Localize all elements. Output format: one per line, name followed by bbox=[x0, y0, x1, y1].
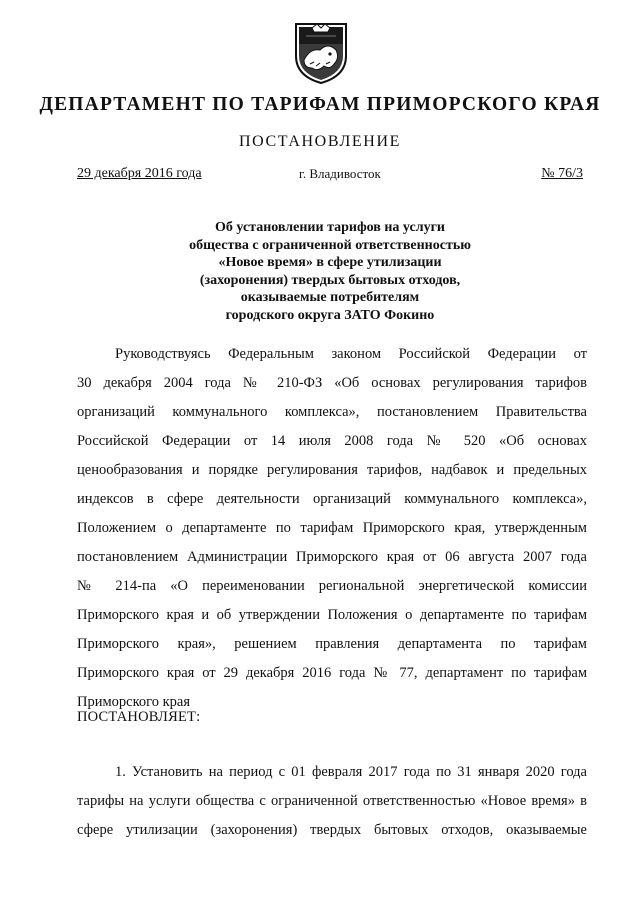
paragraph-line: организаций коммунального комплекса», постановлением Правительства bbox=[77, 404, 587, 420]
document-number: № 76/3 bbox=[541, 166, 583, 181]
title-line: Об установлении тарифов на услуги bbox=[214, 220, 445, 235]
paragraph-line: Руководствуясь Федеральным законом Российской Федерации от bbox=[115, 346, 587, 362]
paragraph-line: Приморского края bbox=[77, 694, 191, 710]
paragraph-line: постановлением Администрации Приморского края от 06 августа 2007 года bbox=[77, 549, 587, 565]
resolution-item-1 bbox=[77, 758, 587, 845]
paragraph-line: 30 декабря 2004 года № 210-ФЗ «Об основах регулирования тарифов bbox=[77, 375, 587, 391]
paragraph-line: Приморского края», решением правления департамента по тарифам bbox=[77, 636, 587, 652]
paragraph-line: № 214-па «О переименовании региональной энергетической комиссии bbox=[77, 578, 587, 594]
resolve-heading: ПОСТАНОВЛЯЕТ: bbox=[77, 709, 201, 725]
title-line: «Новое время» в сфере утилизации bbox=[218, 255, 442, 270]
title-line: оказываемые потребителям bbox=[240, 290, 420, 305]
paragraph-line: Приморского края от 29 декабря 2016 года № 77, департамент по тарифам bbox=[77, 665, 587, 681]
paragraph-line: Российской Федерации от 14 июля 2008 года № 520 «Об основах bbox=[77, 433, 587, 449]
paragraph-line: сфере утилизации (захоронения) твердых бытовых отходов, оказываемые bbox=[77, 822, 587, 838]
paragraph-line: Приморского края и об утверждении Положения о департаменте по тарифам bbox=[77, 607, 587, 623]
preamble-paragraph bbox=[77, 340, 587, 717]
title-line: (захоронения) твердых бытовых отходов, bbox=[199, 272, 461, 288]
title-line: общества с ограниченной ответственностью bbox=[189, 237, 471, 253]
title-line: городского округа ЗАТО Фокино bbox=[225, 307, 435, 323]
document-city: г. Владивосток bbox=[299, 166, 381, 181]
paragraph-line: тарифы на услуги общества с ограниченной ответственностью «Новое время» в bbox=[77, 793, 587, 809]
paragraph-line: ценообразования и порядке регулирования тарифов, надбавок и предельных bbox=[77, 462, 587, 478]
paragraph-line: индексов в сфере деятельности организаций коммунального комплекса», bbox=[77, 491, 587, 507]
document-date: 29 декабря 2016 года bbox=[77, 166, 202, 181]
coat-of-arms-icon bbox=[290, 20, 352, 86]
document-title bbox=[120, 219, 540, 324]
document-type-heading: ПОСТАНОВЛЕНИЕ bbox=[239, 133, 401, 150]
department-heading: ДЕПАРТАМЕНТ ПО ТАРИФАМ ПРИМОРСКОГО КРАЯ bbox=[39, 94, 601, 115]
paragraph-line: 1. Установить на период с 01 февраля 2017 года по 31 января 2020 года bbox=[115, 764, 587, 780]
paragraph-line: Положением о департаменте по тарифам Приморского края, утвержденным bbox=[77, 520, 587, 536]
